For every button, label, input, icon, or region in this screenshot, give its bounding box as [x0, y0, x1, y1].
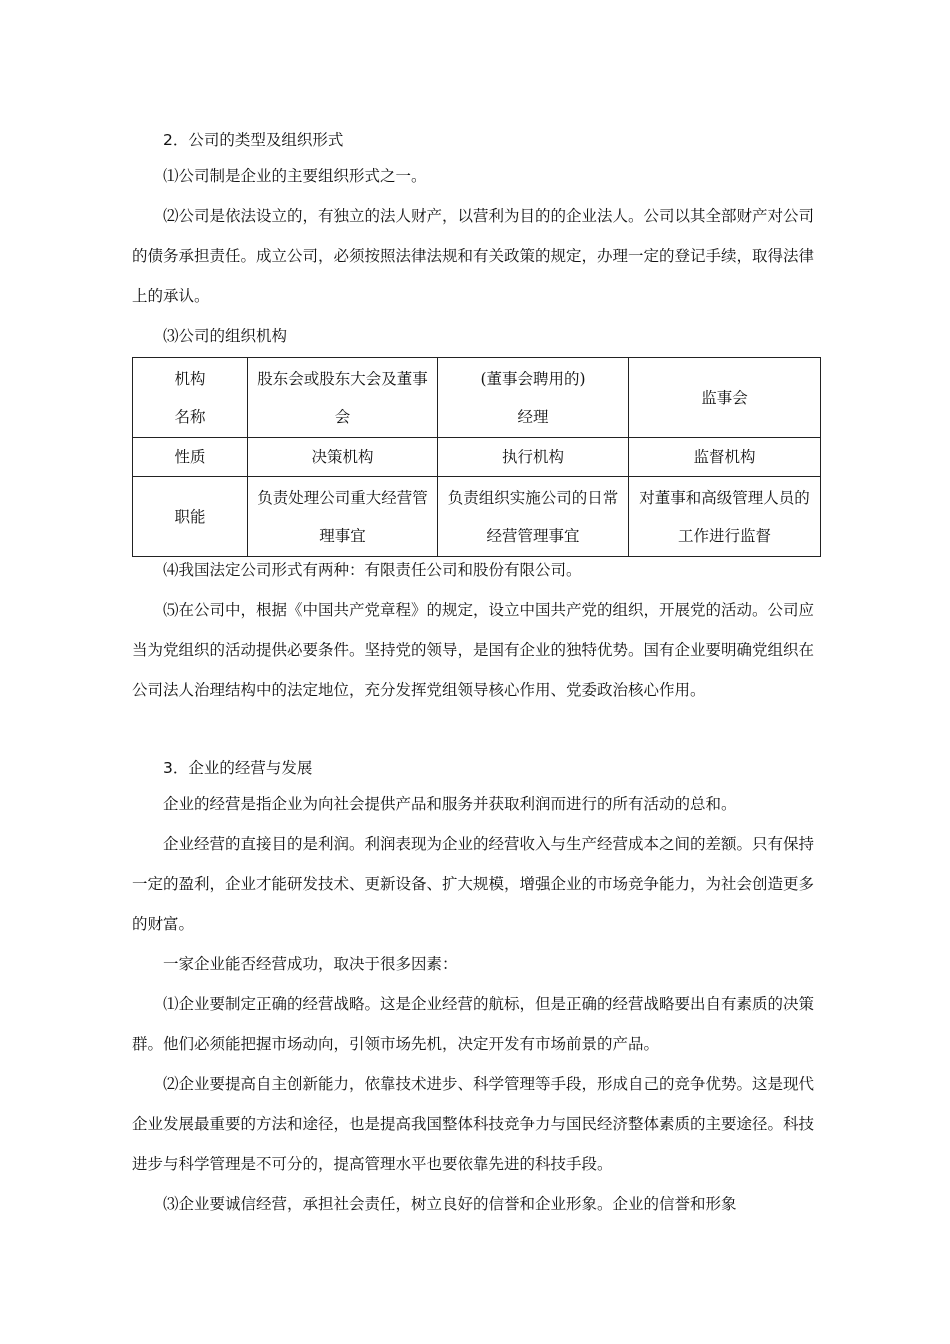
table-cell: 决策机构 [248, 438, 438, 477]
table-cell-label: 性质 [133, 438, 248, 477]
table-cell-label [133, 358, 248, 438]
section-3-heading: 3．企业的经营与发展 [163, 759, 313, 777]
paragraph-3-2: 企业经营的直接目的是利润。利润表现为企业的经营收入与生产经营成本之间的差额。只有保持一定的盈利，企业才能研发技术、更新设备、扩大规模，增强企业的市场竞争能力，为社会创造更多的财富。 [132, 835, 815, 933]
paragraph-3-5: ⑵企业要提高自主创新能力，依靠技术进步、科学管理等手段，形成自己的竞争优势。这是现代企业发展最重要的方法和途径，也是提高我国整体科技竞争力与国民经济整体素质的主要途径。科技进步与科学管理是不可分的，提高管理水平也要依靠先进的科技手段。 [132, 1075, 815, 1173]
table-cell: 监督机构 [629, 438, 821, 477]
table-cell: 负责组织实施公司的日常经营管理事宜 [438, 477, 629, 557]
table-cell: 股东会或股东大会及董事会 [248, 358, 438, 438]
cell-text: 经理 [517, 407, 549, 426]
paragraph-3-4: ⑴企业要制定正确的经营战略。这是企业经营的航标，但是正确的经营战略要出自有素质的决策群。他们必须能把握市场动向，引领市场先机，决定开发有市场前景的产品。 [132, 995, 815, 1053]
paragraph-2-1: ⑴公司制是企业的主要组织形式之一。 [163, 167, 427, 185]
paragraph-3-6: ⑶企业要诚信经营，承担社会责任，树立良好的信誉和企业形象。企业的信誉和形象 [163, 1195, 737, 1213]
table-cell: 监事会 [629, 358, 821, 438]
cell-text: (董事会聘用的) [480, 369, 586, 388]
section-2-heading: 2．公司的类型及组织形式 [163, 131, 344, 149]
table-cell: 执行机构 [438, 438, 629, 477]
table-cell: 负责处理公司重大经营管理事宜 [248, 477, 438, 557]
paragraph-3-3: 一家企业能否经营成功，取决于很多因素： [163, 955, 458, 973]
table-row [133, 358, 821, 438]
org-structure-table [132, 357, 821, 557]
paragraph-2-2: ⑵公司是依法设立的，有独立的法人财产，以营利为目的的企业法人。公司以其全部财产对公司的债务承担责任。成立公司，必须按照法律法规和有关政策的规定，办理一定的登记手续，取得法律上的承认。 [132, 207, 815, 305]
paragraph-2-3: ⑶公司的组织机构 [163, 327, 288, 345]
paragraph-2-4: ⑷我国法定公司形式有两种：有限责任公司和股份有限公司。 [163, 561, 582, 579]
table-cell-label: 职能 [133, 477, 248, 557]
paragraph-2-5: ⑸在公司中，根据《中国共产党章程》的规定，设立中国共产党的组织，开展党的活动。公司应当为党组织的活动提供必要条件。坚持党的领导，是国有企业的独特优势。国有企业要明确党组织在公司法人治理结构中的法定地位，充分发挥党组领导核心作用、党委政治核心作用。 [132, 601, 815, 699]
table-row [133, 477, 821, 557]
paragraph-3-1: 企业的经营是指企业为向社会提供产品和服务并获取利润而进行的所有活动的总和。 [163, 795, 737, 813]
cell-text: 名称 [174, 407, 206, 426]
table-cell [438, 358, 629, 438]
table-row [133, 438, 821, 477]
cell-text: 机构 [174, 369, 206, 388]
table-cell: 对董事和高级管理人员的工作进行监督 [629, 477, 821, 557]
